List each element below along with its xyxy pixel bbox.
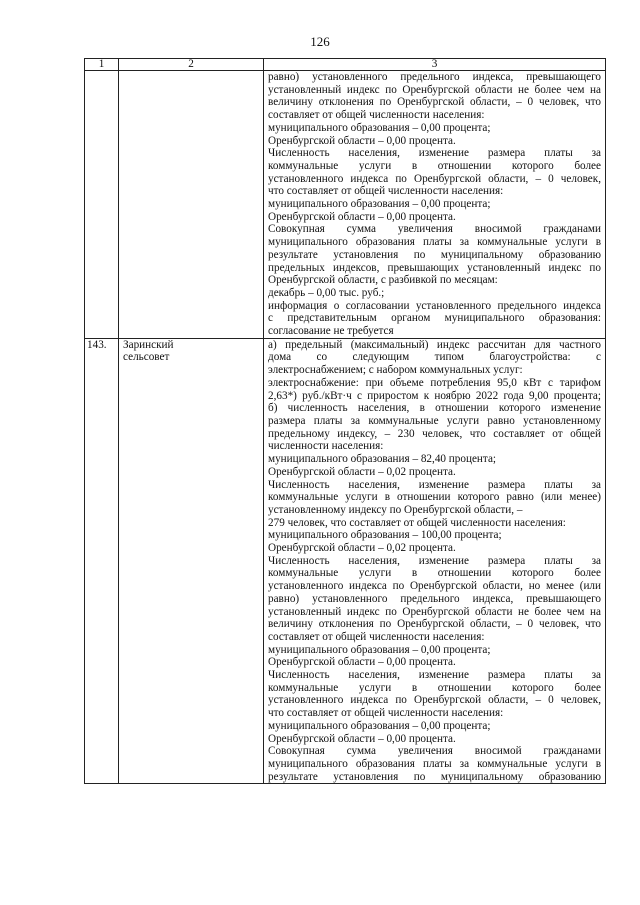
text-line: Оренбургской области – 0,02 процента. <box>268 542 456 555</box>
text-line: установленный индекс по Оренбургской области не более чем на <box>268 83 601 96</box>
text-line: 279 человек, что составляет от общей численности населения: <box>268 516 566 529</box>
header-col-2: 2 <box>119 59 264 71</box>
text-line: информация о согласовании установленного предельного индекса <box>268 299 601 312</box>
text-line: коммунальные услуги в отношении которого более <box>268 567 601 580</box>
text-line: результате установления по муниципальному образованию <box>268 770 601 783</box>
text-line: Оренбургской области – 0,00 процента. <box>268 656 456 669</box>
text-line: муниципального образования – 0,00 процента; <box>268 121 491 134</box>
text-line: установленному индексу по Оренбургской области, – <box>268 503 523 516</box>
text-line: б) численность населения, в отношении которого изменение <box>268 402 601 415</box>
text-line: Численность населения, изменение размера платы за <box>268 669 601 682</box>
text-line: Численность населения, изменение размера платы за <box>268 554 601 567</box>
text-line: муниципального образования – 82,40 процента; <box>268 453 497 466</box>
text-line: муниципального образования – 0,00 процента; <box>268 198 491 211</box>
text-line: Оренбургской области – 0,00 процента. <box>268 732 456 745</box>
text-line: муниципального образования – 100,00 процента; <box>268 529 502 542</box>
text-line: величину отклонения по Оренбургской области, – 0 человек, что <box>268 618 601 631</box>
text-line: установленного индекса по Оренбургской области, – 0 человек, <box>268 172 601 185</box>
text-line: составляет от общей численности населения: <box>268 630 485 643</box>
municipality-name-line: сельсовет <box>123 351 170 364</box>
text-line: установленного индекса по Оренбургской области, но менее (или <box>268 580 601 593</box>
text-line: Совокупная сумма увеличения вносимой гражданами <box>268 223 601 236</box>
text-line: размера платы за коммунальные услуги равно установленному <box>268 414 601 427</box>
row-number <box>85 71 119 339</box>
text-line: декабрь – 0,00 тыс. руб.; <box>268 286 385 299</box>
header-col-3: 3 <box>264 59 606 71</box>
text-line: равно) установленного предельного индекса, превышающего <box>268 71 601 83</box>
text-line: коммунальные услуги в отношении которого более <box>268 681 601 694</box>
row-content <box>264 71 606 339</box>
text-line: Оренбургской области, с разбивкой по месяцам: <box>268 274 498 287</box>
row-number: 143. <box>85 338 119 784</box>
text-line: электроснабжением; с набором коммунальных услуг: <box>268 364 523 377</box>
header-col-1: 1 <box>85 59 119 71</box>
text-line: коммунальные услуги в отношении которого равно (или менее) <box>268 491 601 504</box>
text-line: 2,63*) руб./кВт·ч с приростом к ноябрю 2022 года 9,00 процента; <box>268 389 601 402</box>
text-line: коммунальные услуги в отношении которого более <box>268 159 601 172</box>
text-line: муниципального образования – 0,00 процента; <box>268 719 491 732</box>
text-line: Оренбургской области – 0,02 процента. <box>268 465 456 478</box>
text-line: электроснабжение: при объеме потребления 95,0 кВт с тарифом <box>268 376 601 389</box>
text-line: что составляет от общей численности населения: <box>268 707 504 720</box>
text-line: муниципального образования – 0,00 процента; <box>268 643 491 656</box>
text-line: муниципального образования платы за коммунальные услуги в <box>268 757 601 770</box>
text-line: численности населения: <box>268 440 384 453</box>
text-line: результате установления по муниципальному образованию <box>268 248 601 261</box>
municipality-name-line: Заринский <box>123 338 174 351</box>
text-line: муниципального образования платы за коммунальные услуги в <box>268 236 601 249</box>
text-line: Численность населения, изменение размера платы за <box>268 478 601 491</box>
text-line: предельному индексу, – 230 человек, что составляет от общей <box>268 427 601 440</box>
text-line: Оренбургской области – 0,00 процента. <box>268 134 456 147</box>
text-line: с представительным органом муниципального образования: <box>268 312 601 325</box>
text-line: согласование не требуется <box>268 325 394 338</box>
table-header-row <box>85 59 606 71</box>
text-line: установленный индекс по Оренбургской области не более чем на <box>268 605 601 618</box>
table-row <box>85 338 606 784</box>
text-line: равно) установленного предельного индекса, превышающего <box>268 592 601 605</box>
text-line: а) предельный (максимальный) индекс рассчитан для частного <box>268 338 601 351</box>
row-content <box>264 338 606 784</box>
text-line: величину отклонения по Оренбургской области, – 0 человек, что <box>268 96 601 109</box>
municipality-name <box>119 71 264 339</box>
page-number: 126 <box>310 34 330 49</box>
text-line: что составляет от общей численности населения: <box>268 185 504 198</box>
text-line: составляет от общей численности населения: <box>268 109 485 122</box>
table-row <box>85 71 606 339</box>
document-table <box>84 58 606 784</box>
text-line: Численность населения, изменение размера платы за <box>268 147 601 160</box>
text-line: Оренбургской области – 0,00 процента. <box>268 210 456 223</box>
text-line: дома со следующим типом благоустройства: с <box>268 351 601 364</box>
text-line: Совокупная сумма увеличения вносимой гражданами <box>268 745 601 758</box>
text-line: предельных индексов, превышающих установленный индекс по <box>268 261 601 274</box>
municipality-name <box>119 338 264 784</box>
text-line: установленного индекса по Оренбургской области, – 0 человек, <box>268 694 601 707</box>
